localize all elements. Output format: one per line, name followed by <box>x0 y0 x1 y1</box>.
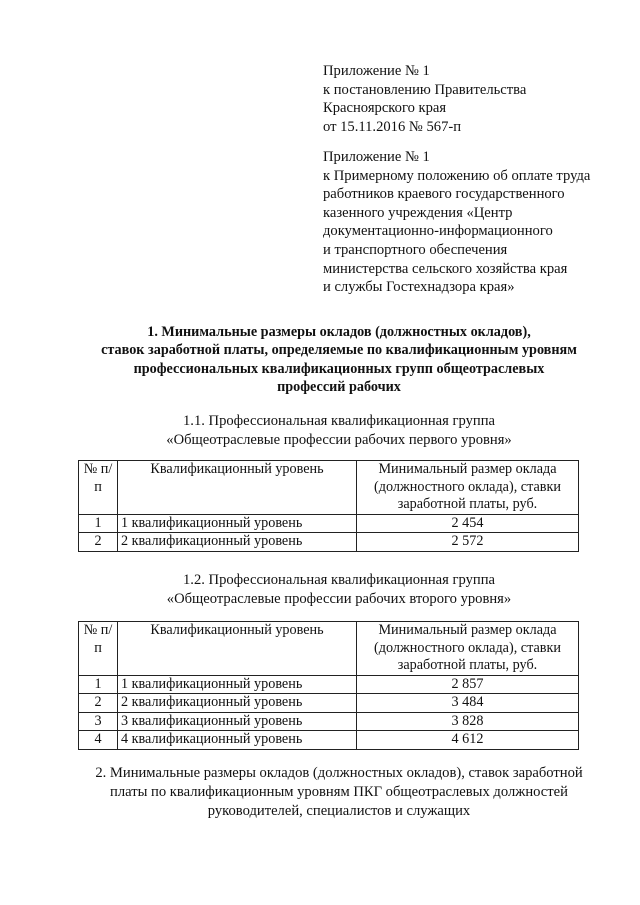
section-title-line: профессиональных квалификационных групп общеотраслевых <box>133 360 545 377</box>
table-header-row <box>79 461 579 515</box>
section-1-title <box>60 323 618 397</box>
table-row <box>79 514 579 533</box>
row-num: 4 <box>79 731 118 750</box>
appendix-header <box>323 62 526 136</box>
appendix-line: от 15.11.2016 № 567-п <box>323 118 462 135</box>
row-value: 3 484 <box>357 694 579 713</box>
row-num: 2 <box>79 694 118 713</box>
row-num: 1 <box>79 675 118 694</box>
appendix-line: Приложение № 1 <box>323 63 430 79</box>
appendix-line: документационно-информационного <box>323 223 553 240</box>
row-level: 2 квалификационный уровень <box>118 694 357 713</box>
group-title-line: «Общеотраслевые профессии рабочих первого уровня» <box>166 432 512 448</box>
section-title-line: платы по квалификационным уровням ПКГ общеотраслевых должностей <box>110 784 568 800</box>
salary-table-group-1 <box>78 460 579 552</box>
header-num: № п/п <box>79 461 118 515</box>
header-level: Квалификационный уровень <box>118 622 357 676</box>
appendix-line: и транспортного обеспечения <box>323 241 508 258</box>
section-title-line: профессий рабочих <box>277 379 401 396</box>
table-row <box>79 533 579 552</box>
header-level: Квалификационный уровень <box>118 461 357 515</box>
section-title-line: руководителей, специалистов и служащих <box>207 803 471 819</box>
row-num: 1 <box>79 514 118 533</box>
appendix-line: казенного учреждения «Центр <box>323 204 513 221</box>
table-row <box>79 712 579 731</box>
section-title-line: 2. Минимальные размеры окладов (должностных окладов), ставок заработной <box>95 765 583 781</box>
header-num: № п/п <box>79 622 118 676</box>
group-title-line: 1.1. Профессиональная квалификационная группа <box>183 413 495 429</box>
row-level: 2 квалификационный уровень <box>118 533 357 552</box>
appendix-line: и службы Гостехнадзора края» <box>323 279 515 296</box>
row-level: 1 квалификационный уровень <box>118 514 357 533</box>
row-level: 4 квалификационный уровень <box>118 731 357 750</box>
section-2-title <box>60 764 618 821</box>
row-num: 2 <box>79 533 118 552</box>
row-value: 4 612 <box>357 731 579 750</box>
group-title-line: «Общеотраслевые профессии рабочих второго уровня» <box>166 591 512 607</box>
row-value: 2 857 <box>357 675 579 694</box>
appendix-line: Приложение № 1 <box>323 149 430 165</box>
appendix-line: работников краевого государственного <box>323 186 565 203</box>
row-value: 3 828 <box>357 712 579 731</box>
row-level: 1 квалификационный уровень <box>118 675 357 694</box>
table-header-row <box>79 622 579 676</box>
header-value: Минимальный размер оклада (должностного оклада), ставки заработной платы, руб. <box>357 622 579 676</box>
row-value: 2 572 <box>357 533 579 552</box>
row-value: 2 454 <box>357 514 579 533</box>
appendix-line: к Примерному положению об оплате труда <box>323 167 591 184</box>
header-value: Минимальный размер оклада (должностного оклада), ставки заработной платы, руб. <box>357 461 579 515</box>
appendix-line: министерства сельского хозяйства края <box>323 260 568 277</box>
appendix-subheader <box>323 148 590 297</box>
row-num: 3 <box>79 712 118 731</box>
group-1-title <box>60 412 618 450</box>
appendix-line: к постановлению Правительства <box>323 81 527 98</box>
salary-table-group-2 <box>78 621 579 750</box>
group-title-line: 1.2. Профессиональная квалификационная группа <box>183 572 495 588</box>
group-2-title <box>60 571 618 609</box>
section-title-line: 1. Минимальные размеры окладов (должностных окладов), <box>147 324 531 340</box>
table-row <box>79 675 579 694</box>
table-row <box>79 731 579 750</box>
row-level: 3 квалификационный уровень <box>118 712 357 731</box>
table-row <box>79 694 579 713</box>
section-title-line: ставок заработной платы, определяемые по квалификационным уровням <box>101 342 577 359</box>
appendix-line: Красноярского края <box>323 100 447 117</box>
